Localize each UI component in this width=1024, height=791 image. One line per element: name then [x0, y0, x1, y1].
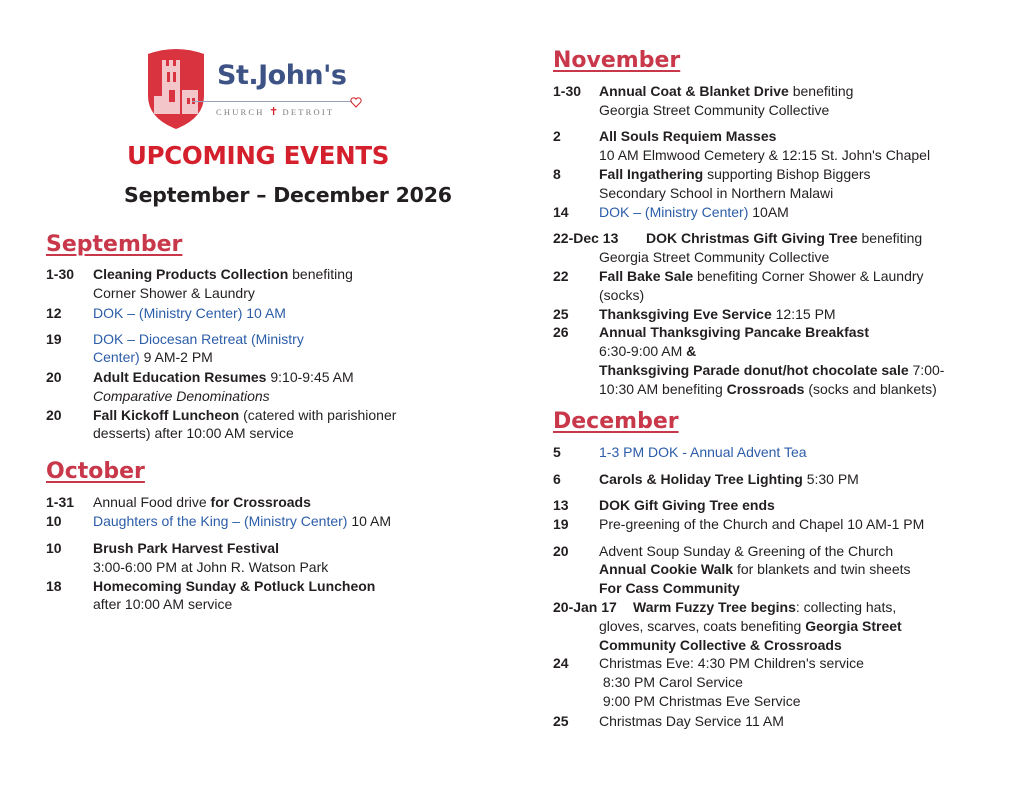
logo-tagline: CHURCH ✝ DETROIT	[216, 106, 335, 118]
event-text: DOK – (Ministry Center) 10AM	[599, 204, 789, 220]
event-text: Fall Bake Sale benefiting Corner Shower & Laundry	[599, 268, 924, 284]
logo-rule	[192, 101, 352, 102]
month-heading-september: September	[46, 232, 183, 257]
event-text: DOK Gift Giving Tree ends	[599, 497, 775, 513]
event-date: 20	[46, 407, 62, 423]
event-text: Warm Fuzzy Tree begins: collecting hats,	[633, 599, 897, 615]
event-text: Christmas Eve: 4:30 PM Children's service	[599, 655, 864, 671]
event-text: Community Collective & Crossroads	[599, 637, 842, 653]
cross-icon: ✝	[268, 106, 279, 118]
event-text: All Souls Requiem Masses	[599, 128, 777, 144]
event-text: Annual Food drive for Crossroads	[93, 494, 311, 510]
event-text: Adult Education Resumes 9:10-9:45 AM	[93, 369, 354, 385]
event-text: Georgia Street Community Collective	[599, 249, 830, 265]
month-heading-november: November	[553, 48, 681, 73]
page-title: UPCOMING EVENTS	[127, 141, 390, 170]
event-text: For Cass Community	[599, 580, 740, 596]
event-date: 1-31	[46, 494, 75, 510]
event-date: 20-Jan 17	[553, 599, 617, 615]
event-text: gloves, scarves, coats benefiting Georgia Street	[599, 618, 902, 634]
event-date: 6	[553, 471, 561, 487]
event-text: 8:30 PM Carol Service	[599, 674, 743, 690]
event-text: 6:30-9:00 AM &	[599, 343, 697, 359]
event-text: Advent Soup Sunday & Greening of the Church	[599, 543, 894, 559]
heart-icon	[350, 97, 362, 108]
event-text: Carols & Holiday Tree Lighting 5:30 PM	[599, 471, 859, 487]
event-text: (socks)	[599, 287, 645, 303]
month-heading-october: October	[46, 459, 145, 484]
event-date: 24	[553, 655, 569, 671]
event-text: Pre-greening of the Church and Chapel 10 AM-1 PM	[599, 516, 925, 532]
event-date: 19	[553, 516, 569, 532]
event-date: 20	[46, 369, 62, 385]
event-date: 10	[46, 513, 62, 529]
event-text: Christmas Day Service 11 AM	[599, 713, 784, 729]
event-text: 10 AM Elmwood Cemetery & 12:15 St. John's Chapel	[599, 147, 931, 163]
event-date: 13	[553, 497, 569, 513]
page-subtitle: September – December 2026	[124, 183, 452, 207]
event-text: Fall Kickoff Luncheon (catered with parishioner	[93, 407, 397, 423]
event-date: 8	[553, 166, 561, 182]
event-text: Georgia Street Community Collective	[599, 102, 830, 118]
event-date: 26	[553, 324, 569, 340]
event-date: 14	[553, 204, 569, 220]
event-date: 22	[553, 268, 569, 284]
event-date: 1-30	[553, 83, 582, 99]
event-text: 9:00 PM Christmas Eve Service	[599, 693, 801, 709]
event-text: Secondary School in Northern Malawi	[599, 185, 834, 201]
event-text: Corner Shower & Laundry	[93, 285, 255, 301]
event-date: 5	[553, 444, 561, 460]
event-date: 1-30	[46, 266, 75, 282]
event-text: DOK – Diocesan Retreat (Ministry	[93, 331, 304, 347]
event-text: 3:00-6:00 PM at John R. Watson Park	[93, 559, 329, 575]
event-date: 19	[46, 331, 62, 347]
event-text: Center) 9 AM-2 PM	[93, 349, 213, 365]
logo-wordmark: St.John's	[217, 60, 347, 91]
event-date: 22-Dec 13	[553, 230, 619, 246]
event-date: 10	[46, 540, 62, 556]
event-text: Annual Thanksgiving Pancake Breakfast	[599, 324, 869, 340]
event-text: after 10:00 AM service	[93, 596, 233, 612]
event-date: 2	[553, 128, 561, 144]
event-text: Brush Park Harvest Festival	[93, 540, 279, 556]
event-text: Thanksgiving Parade donut/hot chocolate sale 7:00-	[599, 362, 945, 378]
event-text: Annual Cookie Walk for blankets and twin sheets	[599, 561, 911, 577]
event-text: Daughters of the King – (Ministry Center) 10 AM	[93, 513, 392, 529]
event-text: desserts) after 10:00 AM service	[93, 425, 294, 441]
church-logo	[144, 46, 364, 132]
event-text: Annual Coat & Blanket Drive benefiting	[599, 83, 854, 99]
event-text: 10:30 AM benefiting Crossroads (socks and blankets)	[599, 381, 937, 397]
event-text: Homecoming Sunday & Potluck Luncheon	[93, 578, 376, 594]
month-heading-december: December	[553, 409, 679, 434]
event-text: DOK – (Ministry Center) 10 AM	[93, 305, 286, 321]
event-text: Fall Ingathering supporting Bishop Biggers	[599, 166, 871, 182]
event-text: Comparative Denominations	[93, 388, 270, 404]
event-date: 25	[553, 306, 569, 322]
event-text: 1-3 PM DOK - Annual Advent Tea	[599, 444, 807, 460]
event-date: 25	[553, 713, 569, 729]
church-tower-shield-icon	[144, 46, 208, 130]
event-text: Cleaning Products Collection benefiting	[93, 266, 353, 282]
event-text: DOK Christmas Gift Giving Tree benefiting	[646, 230, 923, 246]
event-date: 12	[46, 305, 62, 321]
event-date: 18	[46, 578, 62, 594]
event-text: Thanksgiving Eve Service 12:15 PM	[599, 306, 836, 322]
event-date: 20	[553, 543, 569, 559]
